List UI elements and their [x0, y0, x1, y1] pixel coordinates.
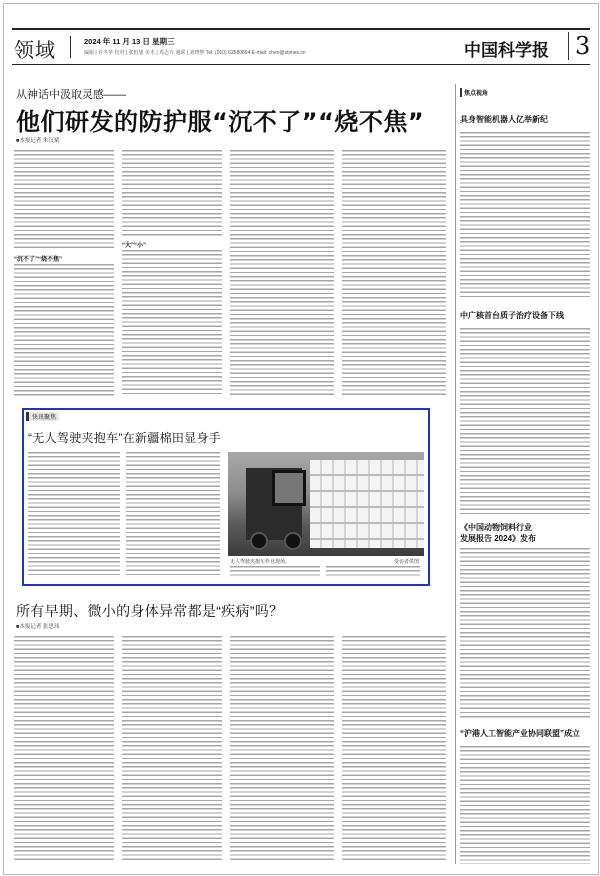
- header-divider: [70, 36, 71, 58]
- lead-text-column: [122, 250, 222, 396]
- sidebar-text-column: [460, 746, 590, 864]
- feature-text-column: [326, 566, 420, 578]
- editor-credits: 编辑 | 许冬华 校对 | 张恒旭 美术 | 邓志卉 通联 | 刘晓梦 Tel: (010) 62580894 E-mail: chen@stimes.cn: [84, 50, 306, 56]
- sidebar-text-column: [460, 132, 590, 297]
- sidebar-headline: 中广核首台质子治疗设备下线: [460, 311, 564, 320]
- issue-date: 2024 年 11 月 13 日 星期三: [84, 37, 175, 46]
- lead-byline: ■本报记者 朱汉斌: [16, 138, 60, 144]
- sidebar-text-column: [460, 548, 590, 718]
- lead-text-column: [122, 150, 222, 236]
- forklift-cotton-photo: [228, 452, 424, 556]
- section-title: 领域: [14, 38, 56, 62]
- forklift-cab: [272, 470, 306, 506]
- photo-caption: 无人驾驶夹抱车作业现场。: [230, 559, 291, 565]
- feature-title: “无人驾驶夹抱车”在新疆棉田显身手: [28, 431, 222, 445]
- lead-text-column: [230, 150, 334, 396]
- sidebar-headline: “沪港人工智能产业协同联盟”成立: [460, 729, 580, 738]
- second-headline: 所有早期、微小的身体异常都是“疾病”吗？: [16, 603, 284, 619]
- feature-text-column: [126, 452, 220, 576]
- page-header: [12, 28, 590, 65]
- wheel: [250, 532, 268, 550]
- sidebar-headline: 《中国动物饲料行业 发展报告 2024》发布: [460, 523, 537, 543]
- feature-text-column: [28, 452, 120, 576]
- forklift-body: [246, 468, 302, 540]
- lead-headline: 他们研发的防护服“沉不了”“烧不焦”: [16, 108, 425, 136]
- wheel: [284, 532, 302, 550]
- lead-text-column: [14, 150, 114, 250]
- lead-kicker: 从神话中汲取灵感——: [16, 89, 126, 101]
- second-text-column: [342, 636, 446, 862]
- sidebar-tag: 焦点视角: [460, 88, 488, 97]
- lead-text-column: [342, 150, 446, 396]
- second-text-column: [122, 636, 222, 862]
- newspaper-page: [3, 3, 599, 875]
- masthead-logo: 中国科学报: [464, 41, 549, 61]
- lead-subheading: “大”“小”: [122, 243, 147, 249]
- cotton-bales: [310, 460, 424, 548]
- lead-subheading: “沉不了”“烧不焦”: [14, 257, 63, 263]
- feature-tag: 快讯聚焦: [26, 412, 59, 421]
- page-number: 3: [568, 32, 590, 60]
- lead-text-column: [14, 264, 114, 396]
- feature-box[interactable]: [22, 408, 430, 586]
- feature-text-column: [230, 566, 320, 578]
- second-text-column: [230, 636, 334, 862]
- second-text-column: [14, 636, 114, 862]
- photo-credit: 受访者供图: [394, 559, 420, 565]
- second-byline: ■本报记者 张思玮: [16, 624, 60, 630]
- sidebar-divider: [455, 84, 456, 864]
- sidebar-text-column: [460, 328, 590, 514]
- sidebar-headline: 具身智能机器人亿举新纪: [460, 115, 548, 124]
